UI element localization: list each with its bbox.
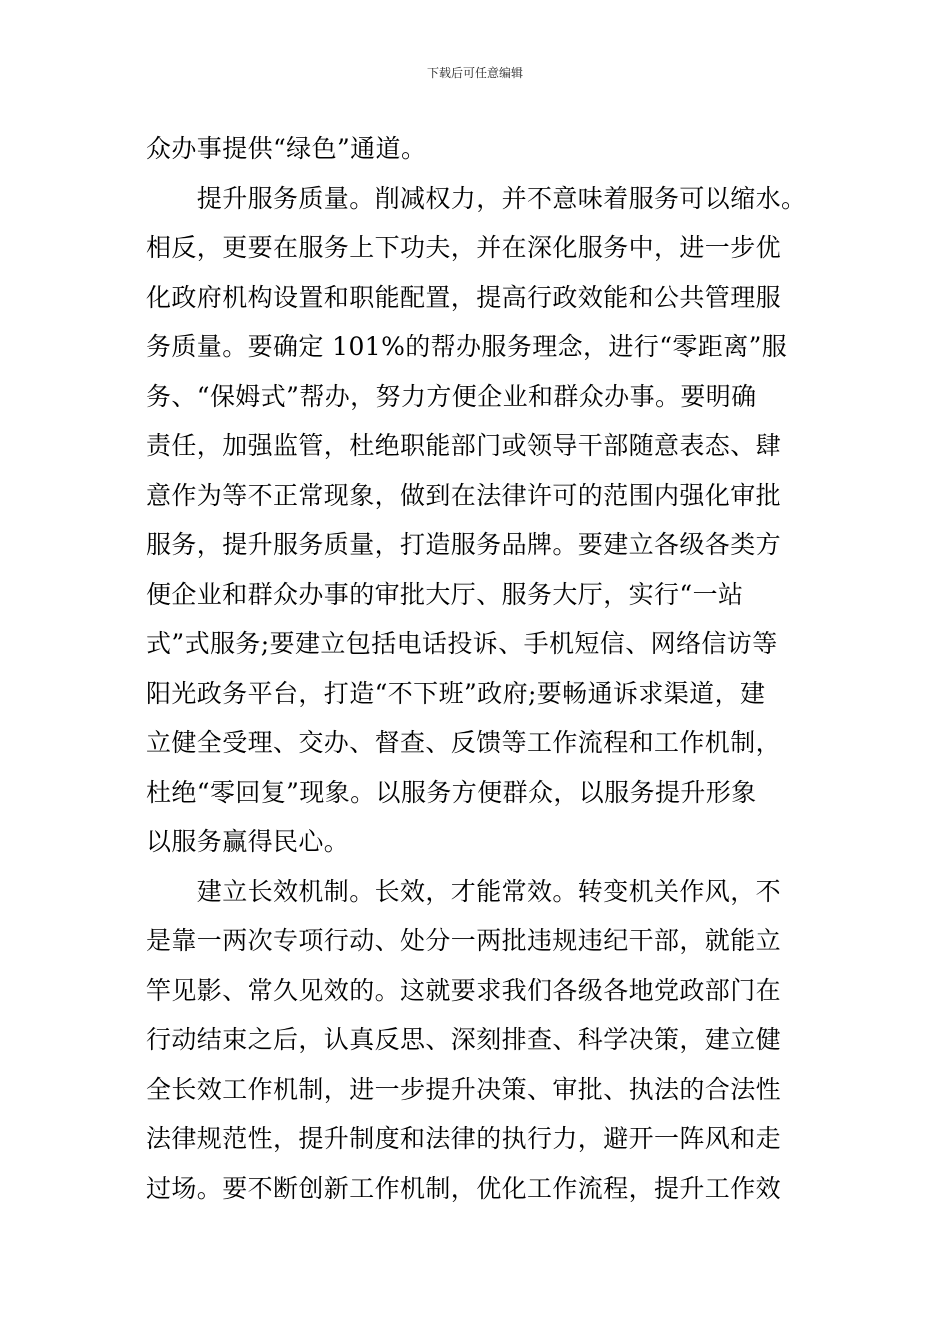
document-body bbox=[146, 124, 826, 1213]
text-line: 相反，更要在服务上下功夫，并在深化服务中，进一步优 bbox=[146, 233, 782, 262]
text-line: 化政府机构设置和职能配置，提高行政效能和公共管理服 bbox=[146, 282, 782, 312]
page-header: 下载后可任意编辑 bbox=[426, 66, 523, 80]
text-line: 阳光政务平台，打造“不下班”政府;要畅通诉求渠道，建 bbox=[146, 678, 766, 708]
text-line: 立健全受理、交办、督查、反馈等工作流程和工作机制， bbox=[146, 728, 782, 757]
text-line: 以服务赢得民心。 bbox=[146, 827, 350, 856]
text-line: 众办事提供“绿色”通道。 bbox=[146, 134, 427, 163]
text-line: 全长效工作机制，进一步提升决策、审批、执法的合法性 bbox=[146, 1074, 782, 1104]
text-line: 过场。要不断创新工作机制，优化工作流程，提升工作效 bbox=[146, 1173, 782, 1203]
text-line: 务质量。要确定 101%的帮办服务理念，进行“零距离”服 bbox=[146, 332, 788, 361]
text-line: 竿见影、常久见效的。这就要求我们各级各地党政部门在 bbox=[146, 975, 782, 1005]
text-line: 是靠一两次专项行动、处分一两批违规违纪干部，就能立 bbox=[146, 926, 782, 955]
text-line: 责任，加强监管，杜绝职能部门或领导干部随意表态、肆 bbox=[146, 431, 782, 460]
text-line: 提升服务质量。削减权力，并不意味着服务可以缩水。 bbox=[146, 183, 807, 213]
text-line: 务、“保姆式”帮办，努力方便企业和群众办事。要明确 bbox=[146, 381, 757, 411]
text-line: 杜绝“零回复”现象。以服务方便群众，以服务提升形象 bbox=[146, 777, 757, 807]
text-line: 建立长效机制。长效，才能常效。转变机关作风，不 bbox=[146, 876, 782, 906]
text-line: 法律规范性，提升制度和法律的执行力，避开一阵风和走 bbox=[146, 1124, 782, 1153]
text-line: 式”式服务;要建立包括电话投诉、手机短信、网络信访等 bbox=[146, 629, 778, 658]
text-line: 意作为等不正常现象，做到在法律许可的范围内强化审批 bbox=[146, 480, 782, 510]
text-line: 便企业和群众办事的审批大厅、服务大厅，实行“一站 bbox=[146, 579, 744, 609]
text-line: 行动结束之后，认真反思、深刻排查、科学决策，建立健 bbox=[146, 1025, 782, 1054]
text-line: 服务，提升服务质量，打造服务品牌。要建立各级各类方 bbox=[146, 530, 782, 559]
